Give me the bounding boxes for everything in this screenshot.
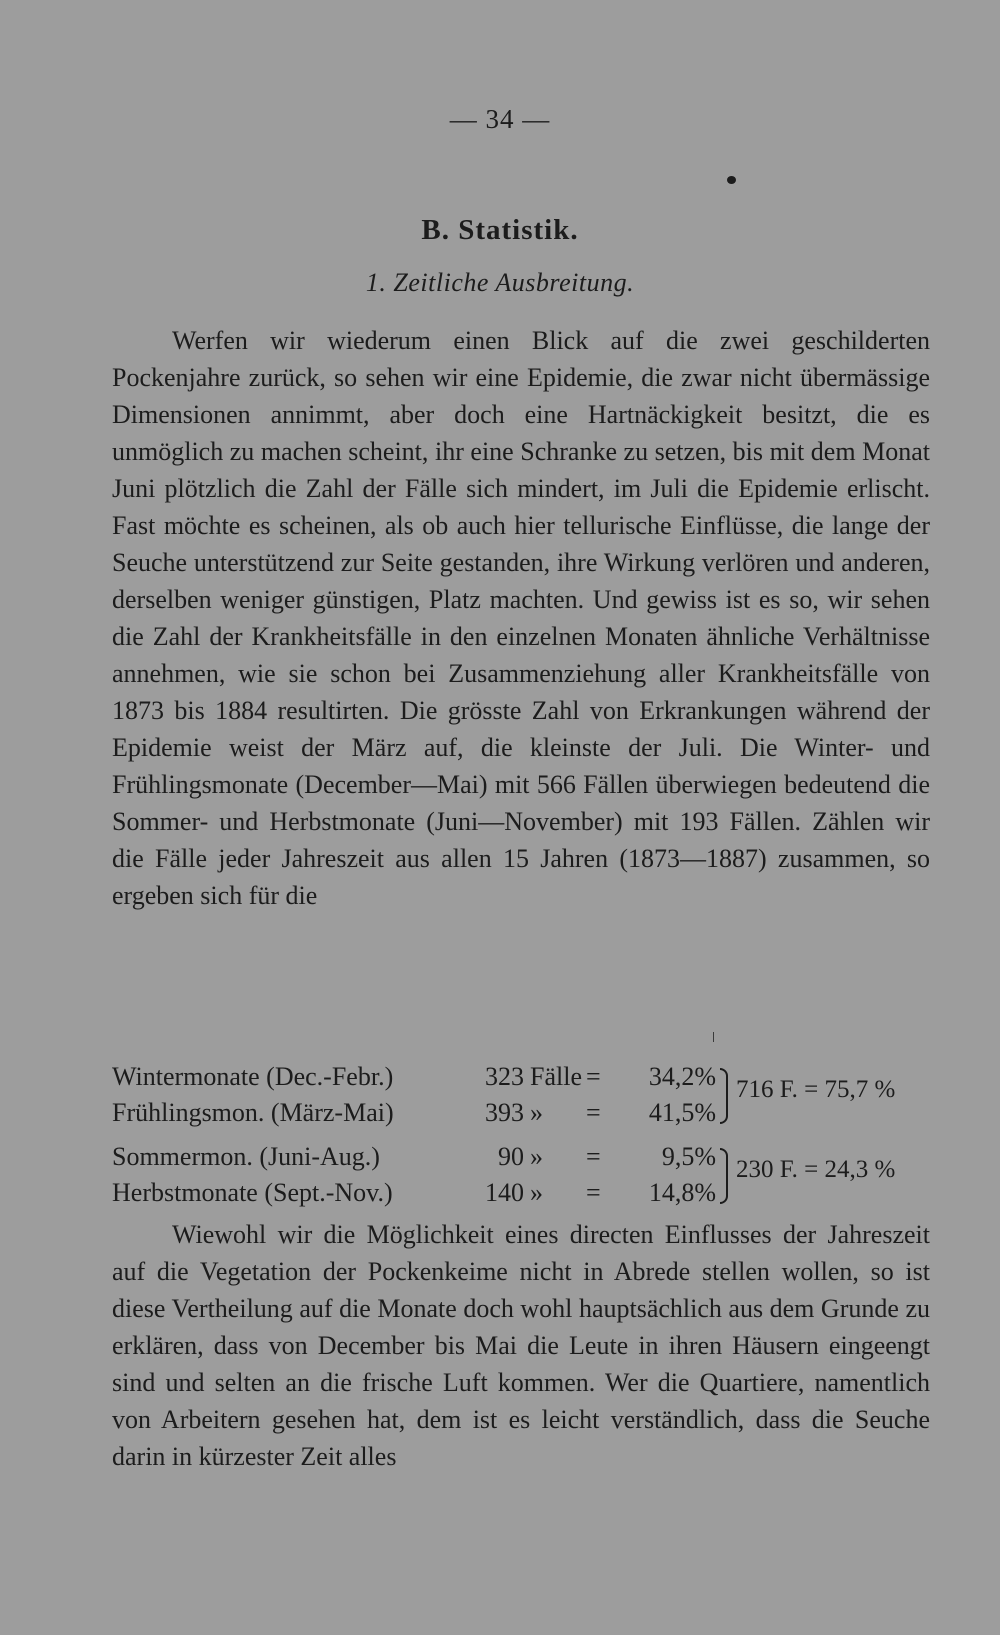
section-title: B. Statistik.: [421, 214, 579, 246]
subsection-title: 1. Zeitliche Ausbreitung.: [365, 268, 635, 297]
season-unit: »: [530, 1142, 543, 1171]
season-equals: =: [586, 1062, 601, 1091]
group-total-winter-spring: 716 F. = 75,7 %: [736, 1076, 896, 1103]
season-percent: 9,5%: [661, 1142, 716, 1171]
season-statistics: [112, 1058, 942, 1208]
brace-winter-spring: [720, 1068, 728, 1124]
season-count: 323: [485, 1062, 524, 1091]
season-label: Sommermon. (Juni-Aug.): [112, 1142, 380, 1171]
season-count: 90: [498, 1142, 524, 1171]
season-equals: =: [586, 1142, 601, 1171]
brace-summer-autumn: [720, 1148, 728, 1204]
group-total-summer-autumn: 230 F. = 24,3 %: [736, 1156, 896, 1183]
season-equals: =: [586, 1098, 601, 1127]
season-percent: 41,5%: [648, 1098, 716, 1127]
paragraph-conclusion: Wiewohl wir die Möglichkeit eines directen Einflusses der Jahreszeit auf die Vegetation der Pockenkeime nicht in Abrede stellen wollen, so ist diese Vertheilung auf die Monate doch wohl hauptsächlich aus dem Grunde zu erklären, dass von December bis Mai die Leute in ihren Häusern eingeengt sind und selten an die frische Luft kommen. Wer die Quartiere, namentlich von Arbeitern gesehen hat, dem ist es leicht verständlich, dass die Seuche darin in kürzester Zeit alles: [112, 1220, 930, 1471]
stray-mark: [713, 1032, 714, 1042]
ink-mark: [727, 176, 736, 184]
season-percent: 14,8%: [648, 1178, 716, 1207]
season-percent: 34,2%: [648, 1062, 716, 1091]
paragraph-intro: Werfen wir wiederum einen Blick auf die zwei geschilderten Pockenjahre zurück, so sehen wir eine Epidemie, die zwar nicht übermässige Dimensionen annimmt, aber doch eine Hartnäckigkeit besitzt, die es unmöglich zu machen scheint, ihr eine Schranke zu setzen, bis mit dem Monat Juni plötzlich die Zahl der Fälle sich mindert, im Juli die Epidemie erlischt. Fast möchte es scheinen, als ob auch hier tellurische Einflüsse, die lange der Seuche unterstützend zur Seite gestanden, ihre Wirkung verlören und anderen, derselben weniger günstigen, Platz machten. Und gewiss ist es so, wir sehen die Zahl der Krankheitsfälle in den einzelnen Monaten ähnliche Verhältnisse annehmen, wie sie schon bei Zusammenziehung aller Krankheitsfälle von 1873 bis 1884 resultirten. Die grösste Zahl von Erkrankungen während der Epidemie weist der März auf, die kleinste der Juli. Die Winter- und Frühlingsmonate (December—Mai) mit 566 Fällen überwiegen bedeutend die Sommer- und Herbstmonate (Juni—November) mit 193 Fällen. Zählen wir die Fälle jeder Jahreszeit aus allen 15 Jahren (1873—1887) zusammen, so ergeben sich für die: [112, 326, 930, 910]
season-label: Wintermonate (Dec.-Febr.): [112, 1062, 394, 1091]
season-label: Herbstmonate (Sept.-Nov.): [112, 1178, 393, 1207]
page-number: — 34 —: [449, 104, 551, 134]
season-label: Frühlingsmon. (März-Mai): [112, 1098, 394, 1127]
season-equals: =: [586, 1178, 601, 1207]
season-count: 393: [485, 1098, 524, 1127]
season-unit: Fälle: [530, 1062, 582, 1091]
season-count: 140: [485, 1178, 524, 1207]
season-unit: »: [530, 1098, 543, 1127]
season-unit: »: [530, 1178, 543, 1207]
